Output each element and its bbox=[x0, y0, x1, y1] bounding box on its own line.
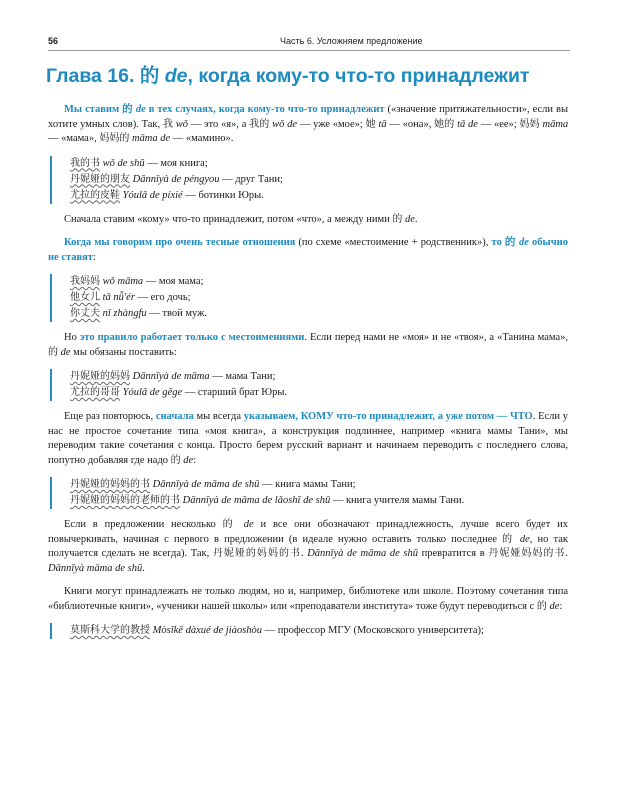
key-rule: Мы ставим 的 de в тех случаях, когда кому-то что-то принадлежит bbox=[64, 104, 385, 115]
example-line: 丹妮娅的妈妈的老师的书 Dānnīyà de māma de lǎoshī de shū — книга учителя мамы Тани. bbox=[70, 495, 465, 506]
example-block bbox=[50, 477, 568, 509]
example-line: 丹妮娅的妈妈 Dānnīyà de māma — мама Тани; bbox=[70, 371, 276, 382]
example-line: 你丈夫 nǐ zhàngfu — твой муж. bbox=[70, 308, 208, 319]
example-line: 丹妮娅的妈妈的书 Dānnīyà de māma de shū — книга мамы Тани; bbox=[70, 479, 356, 490]
chapter-title: Глава 16. 的 de, когда кому-то что-то принадлежит bbox=[46, 65, 530, 87]
example-block bbox=[50, 156, 568, 204]
header-rule bbox=[48, 50, 570, 51]
paragraph-5: Еще раз повторюсь, сначала мы всегда указываем, КОМУ что-то принадлежит, а уже потом — ЧТО. Если у нас не простое сочетание типа «моя книга», а конструкция подлиннее, например «книга мамы Тани», мы переводим такие сочетания с конца. Просто берем русский вариант и начинаем переводить с последнего слова, попутно добавляя где надо 的 de: bbox=[48, 411, 568, 466]
example-line: 莫斯科大学的教授 Mòsīkē dàxué de jiàoshòu — профессор МГУ (Московского университета); bbox=[70, 625, 484, 636]
paragraph-1: Мы ставим 的 de в тех случаях, когда кому-то что-то принадлежит («значение притяжательности», если вы хотите умных слов). Так, 我 wǒ — это «я», а 我的 wǒ de — уже «мое»; 她 tā — «она», 她的 tā de — «ее»; 妈妈 māma — «мама», 妈妈的 māma de — «мамино». bbox=[48, 104, 569, 144]
example-line: 尤拉的哥哥 Yóulā de gēge — старший брат Юры. bbox=[70, 387, 288, 398]
example-block bbox=[50, 623, 568, 639]
example-line: 尤拉的皮鞋 Yóulā de píxié — ботинки Юры. bbox=[70, 189, 264, 201]
paragraph-4: Но это правило работает только с местоимениями. Если перед нами не «моя» и не «твоя», а «Танина мама», 的 de мы обязаны поставить: bbox=[48, 332, 568, 358]
example-line: 他女儿 tā nǚ'ér — его дочь; bbox=[70, 292, 191, 303]
paragraph-2: Сначала ставим «кому» что-то принадлежит, потом «что», а между ними 的 de. bbox=[64, 213, 418, 225]
running-header bbox=[48, 36, 570, 50]
paragraph-3: Когда мы говорим про очень тесные отношения (по схеме «местоимение + родственник»), то 的 de обычно не ставят: bbox=[48, 237, 568, 263]
example-line: 我的书 wǒ de shū — моя книга; bbox=[70, 157, 208, 169]
running-title: Часть 6. Усложняем предложение bbox=[280, 36, 423, 46]
paragraph-6: Если в предложении несколько 的 de и все они обозначают принадлежность, лучше всего будет их повычеркивать, начиная с первого в предложении (в идеале нужно оставить только последнее 的 de, но так получается сделать не всегда). Так, 丹妮娅的妈妈的书. Dānnīyà de māma de shū превратится в 丹妮娅妈妈的书. Dānnīyà māma de shū. bbox=[48, 519, 569, 574]
paragraph-7: Книги могут принадлежать не только людям, но и, например, библиотеке или школе. Поэтому сочетания типа «библиотечные книги», «ученики нашей школы» или «преподаватели института» тоже будут переводиться с 的 de: bbox=[48, 586, 568, 612]
example-block bbox=[50, 369, 568, 401]
example-block bbox=[50, 274, 568, 322]
example-line: 我妈妈 wǒ māma — моя мама; bbox=[70, 276, 204, 287]
page-number: 56 bbox=[48, 36, 59, 46]
example-line: 丹妮娅的朋友 Dānnīyà de péngyou — друг Тани; bbox=[70, 173, 283, 185]
page-body bbox=[48, 103, 568, 648]
